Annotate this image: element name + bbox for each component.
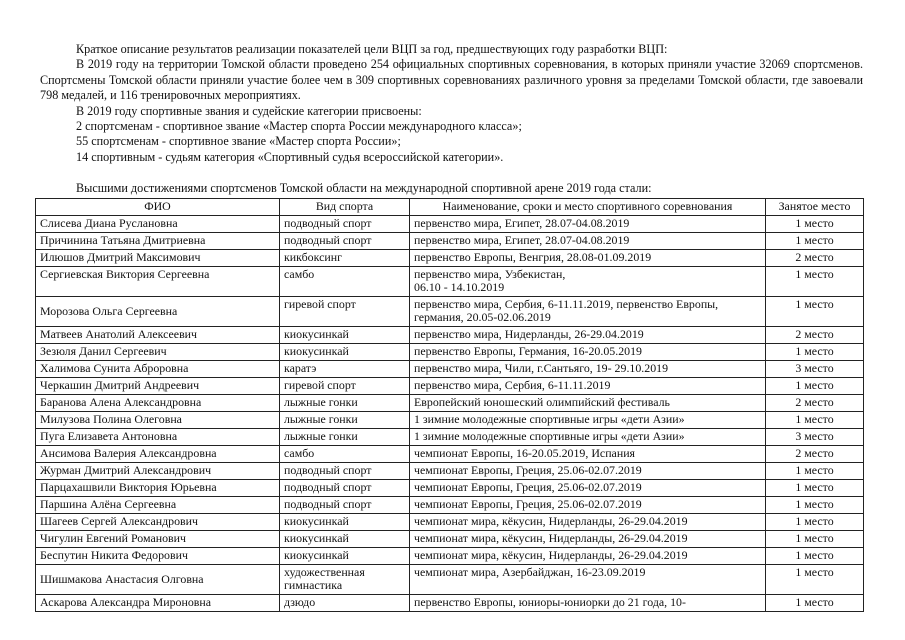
cell-name: Паршина Алёна Сергеевна [36, 497, 280, 514]
cell-event: 1 зимние молодежные спортивные игры «дети Азии» [410, 429, 766, 446]
cell-place: 1 место [766, 480, 864, 497]
cell-event: чемпионат Европы, Греция, 25.06-02.07.2019 [410, 463, 766, 480]
cell-place: 1 место [766, 531, 864, 548]
cell-event: чемпионат мира, Азербайджан, 16-23.09.2019 [410, 565, 766, 595]
table-row [36, 378, 864, 395]
table-row [36, 531, 864, 548]
table-row [36, 446, 864, 463]
cell-event: первенство Европы, Германия, 16-20.05.2019 [410, 344, 766, 361]
table-row [36, 216, 864, 233]
cell-name: Шагеев Сергей Александрович [36, 514, 280, 531]
cell-name: Милузова Полина Олеговна [36, 412, 280, 429]
cell-place: 2 место [766, 395, 864, 412]
cell-event: чемпионат Европы, Греция, 25.06-02.07.2019 [410, 497, 766, 514]
table-header-row [36, 199, 864, 216]
cell-sport: дзюдо [280, 595, 410, 612]
cell-name: Черкашин Дмитрий Андреевич [36, 378, 280, 395]
table-row [36, 395, 864, 412]
cell-event: чемпионат Европы, 16-20.05.2019, Испания [410, 446, 766, 463]
cell-name: Слисева Диана Руслановна [36, 216, 280, 233]
cell-sport: подводный спорт [280, 233, 410, 250]
cell-place: 2 место [766, 446, 864, 463]
header-sport: Вид спорта [280, 199, 410, 216]
cell-place: 2 место [766, 250, 864, 267]
table-row [36, 595, 864, 612]
cell-sport: подводный спорт [280, 480, 410, 497]
cell-sport: киокусинкай [280, 327, 410, 344]
cell-place: 1 место [766, 565, 864, 595]
cell-name: Баранова Алена Александровна [36, 395, 280, 412]
cell-name: Сергиевская Виктория Сергеевна [36, 267, 280, 297]
cell-event: 1 зимние молодежные спортивные игры «дети Азии» [410, 412, 766, 429]
cell-sport: лыжные гонки [280, 429, 410, 446]
cell-place: 1 место [766, 378, 864, 395]
cell-event: первенство мира, Египет, 28.07-04.08.2019 [410, 216, 766, 233]
cell-place: 1 место [766, 497, 864, 514]
table-row [36, 429, 864, 446]
cell-event: Европейский юношеский олимпийский фестиваль [410, 395, 766, 412]
cell-name: Ансимова Валерия Александровна [36, 446, 280, 463]
cell-place: 1 место [766, 412, 864, 429]
cell-name: Халимова Сунита Аброровна [36, 361, 280, 378]
cell-name: Шишмакова Анастасия Олговна [36, 565, 280, 595]
cell-event: первенство Европы, Венгрия, 28.08-01.09.2019 [410, 250, 766, 267]
table-row [36, 565, 864, 595]
cell-event: первенство мира, Египет, 28.07-04.08.2019 [410, 233, 766, 250]
results-table-body [36, 216, 864, 612]
table-row [36, 497, 864, 514]
intro-heading: Краткое описание результатов реализации показателей цели ВЦП за год, предшествующих году разработки ВЦП: [76, 42, 668, 56]
table-row [36, 267, 864, 297]
table-row [36, 250, 864, 267]
cell-sport: гиревой спорт [280, 297, 410, 327]
table-row [36, 344, 864, 361]
table-row [36, 412, 864, 429]
cell-name: Аскарова Александра Мироновна [36, 595, 280, 612]
cell-event: чемпионат мира, кёкусин, Нидерланды, 26-29.04.2019 [410, 514, 766, 531]
cell-place: 3 место [766, 361, 864, 378]
cell-sport: киокусинкай [280, 531, 410, 548]
header-place: Занятое место [766, 199, 864, 216]
cell-event: первенство мира, Нидерланды, 26-29.04.2019 [410, 327, 766, 344]
table-row [36, 480, 864, 497]
cell-place: 1 место [766, 344, 864, 361]
cell-event: чемпионат Европы, Греция, 25.06-02.07.2019 [410, 480, 766, 497]
intro-text [40, 42, 863, 165]
cell-event: первенство мира, Сербия, 6-11.11.2019 [410, 378, 766, 395]
table-row [36, 514, 864, 531]
cell-event: первенство Европы, юниоры-юниорки до 21 года, 10- [410, 595, 766, 612]
cell-place: 1 место [766, 216, 864, 233]
cell-place: 1 место [766, 514, 864, 531]
cell-event: первенство мира, Чили, г.Сантьяго, 19- 29.10.2019 [410, 361, 766, 378]
cell-name: Морозова Ольга Сергеевна [36, 297, 280, 327]
cell-name: Журман Дмитрий Александрович [36, 463, 280, 480]
table-row [36, 233, 864, 250]
cell-place: 1 место [766, 267, 864, 297]
cell-name: Матвеев Анатолий Алексеевич [36, 327, 280, 344]
cell-name: Илюшов Дмитрий Максимович [36, 250, 280, 267]
cell-sport: самбо [280, 446, 410, 463]
results-table [35, 198, 864, 612]
cell-name: Зезюля Данил Сергеевич [36, 344, 280, 361]
cell-place: 1 место [766, 233, 864, 250]
cell-name: Беспутин Никита Федорович [36, 548, 280, 565]
intro-item-3: 14 спортивным - судьям категория «Спортивный судья всероссийской категории». [76, 149, 504, 164]
table-row [36, 463, 864, 480]
cell-sport: каратэ [280, 361, 410, 378]
cell-sport: киокусинкай [280, 548, 410, 565]
cell-event: чемпионат мира, кёкусин, Нидерланды, 26-29.04.2019 [410, 548, 766, 565]
cell-sport: лыжные гонки [280, 395, 410, 412]
cell-place: 1 место [766, 463, 864, 480]
cell-event: чемпионат мира, кёкусин, Нидерланды, 26-29.04.2019 [410, 531, 766, 548]
cell-sport: кикбоксинг [280, 250, 410, 267]
intro-paragraph-1: В 2019 году на территории Томской области проведено 254 официальных спортивных соревнования, в которых приняли участие 32069 спортсменов. Спортсмены Томской области приняли участие более чем в 309 спортивных соревнованиях различного уровня за пределами Томской области, где завоевали 798 медалей, и 116 тренировочных мероприятиях. [40, 57, 863, 103]
cell-sport: киокусинкай [280, 344, 410, 361]
cell-sport: подводный спорт [280, 216, 410, 233]
intro-paragraph-2: В 2019 году спортивные звания и судейские категории присвоены: [76, 103, 422, 118]
cell-event: первенство мира, Узбекистан, 06.10 - 14.10.2019 [410, 267, 766, 297]
intro-item-1: 2 спортсменам - спортивное звание «Мастер спорта России международного класса»; [76, 119, 522, 134]
cell-sport: лыжные гонки [280, 412, 410, 429]
cell-name: Пуга Елизавета Антоновна [36, 429, 280, 446]
cell-place: 1 место [766, 595, 864, 612]
cell-event: первенство мира, Сербия, 6-11.11.2019, первенство Европы, германия, 20.05-02.06.2019 [410, 297, 766, 327]
cell-name: Причинина Татьяна Дмитриевна [36, 233, 280, 250]
table-caption: Высшими достижениями спортсменов Томской области на международной спортивной арене 2019 года стали: [76, 181, 652, 195]
cell-place: 1 место [766, 548, 864, 565]
cell-place: 3 место [766, 429, 864, 446]
cell-sport: гиревой спорт [280, 378, 410, 395]
cell-sport: самбо [280, 267, 410, 297]
cell-sport: подводный спорт [280, 497, 410, 514]
cell-sport: подводный спорт [280, 463, 410, 480]
cell-sport: художественная гимнастика [280, 565, 410, 595]
cell-name: Парцахашвили Виктория Юрьевна [36, 480, 280, 497]
table-row [36, 548, 864, 565]
cell-place: 1 место [766, 297, 864, 327]
cell-sport: киокусинкай [280, 514, 410, 531]
header-event: Наименование, сроки и место спортивного соревнования [410, 199, 766, 216]
table-row [36, 297, 864, 327]
intro-item-2: 55 спортсменам - спортивное звание «Мастер спорта России»; [76, 134, 401, 149]
header-name: ФИО [36, 199, 280, 216]
cell-place: 2 место [766, 327, 864, 344]
table-row [36, 327, 864, 344]
cell-name: Чигулин Евгений Романович [36, 531, 280, 548]
table-row [36, 361, 864, 378]
